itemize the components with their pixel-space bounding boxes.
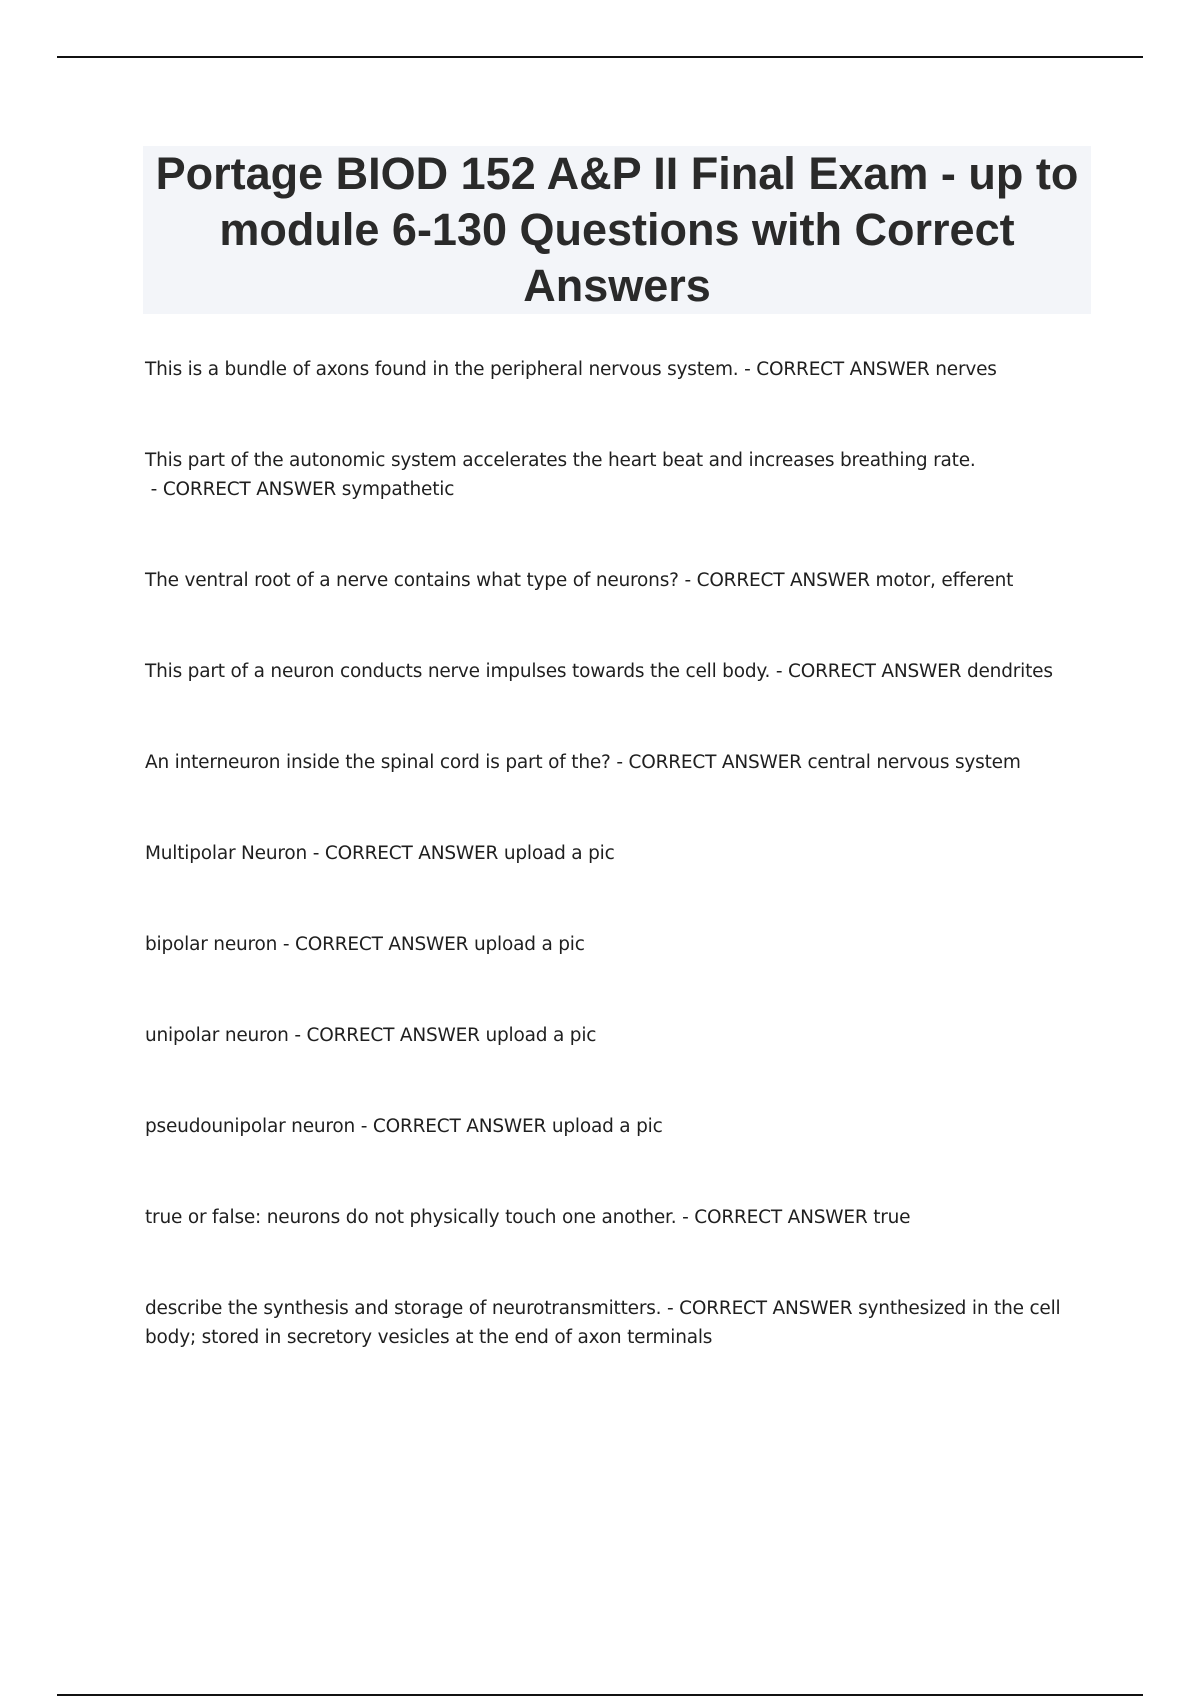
answer-text: upload a pic — [503, 843, 615, 864]
answer-text: motor, efferent — [875, 570, 1014, 591]
answer-separator: - CORRECT ANSWER — [738, 359, 936, 380]
bottom-rule — [57, 1694, 1143, 1696]
question-text: The ventral root of a nerve contains what type of neurons? — [145, 570, 679, 591]
qa-item — [145, 566, 1075, 595]
answer-separator: - CORRECT ANSWER — [277, 934, 474, 955]
qa-item — [145, 930, 1075, 959]
qa-item — [145, 748, 1075, 777]
answer-separator: - CORRECT ANSWER — [678, 570, 876, 591]
answer-text: dendrites — [966, 661, 1053, 682]
answer-separator: - CORRECT ANSWER — [661, 1298, 859, 1319]
answer-text: upload a pic — [473, 934, 585, 955]
question-text: pseudounipolar neuron — [145, 1116, 356, 1137]
question-text: true or false: neurons do not physically touch one another. — [145, 1207, 677, 1228]
top-rule — [57, 56, 1143, 58]
answer-text: synthesized in the cell body; stored in secretory vesicles at the end of axon terminals — [145, 1298, 1061, 1348]
answer-separator: - CORRECT ANSWER — [288, 1025, 486, 1046]
qa-item — [145, 1021, 1075, 1050]
qa-item — [145, 1203, 1075, 1232]
answer-separator: - CORRECT ANSWER — [770, 661, 967, 682]
question-text: unipolar neuron — [145, 1025, 289, 1046]
answer-text: true — [873, 1207, 911, 1228]
answer-text: central nervous system — [807, 752, 1021, 773]
title-banner — [143, 146, 1091, 314]
qa-item — [145, 355, 1075, 384]
qa-item — [145, 446, 1075, 504]
qa-item — [145, 1112, 1075, 1141]
qa-item — [145, 657, 1075, 686]
answer-separator: - CORRECT ANSWER — [610, 752, 808, 773]
question-text: Multipolar Neuron — [145, 843, 308, 864]
answer-separator: - CORRECT ANSWER — [355, 1116, 552, 1137]
answer-text: sympathetic — [341, 479, 455, 500]
question-text: This part of the autonomic system accelerates the heart beat and increases breathing rate. — [145, 450, 976, 471]
question-text: An interneuron inside the spinal cord is part of the? — [145, 752, 611, 773]
question-text: describe the synthesis and storage of neurotransmitters. — [145, 1298, 662, 1319]
qa-list — [145, 355, 1075, 1414]
question-text: bipolar neuron — [145, 934, 278, 955]
answer-text: nerves — [935, 359, 997, 380]
answer-text: upload a pic — [551, 1116, 663, 1137]
answer-separator: - CORRECT ANSWER — [676, 1207, 874, 1228]
qa-item — [145, 839, 1075, 868]
qa-item — [145, 1294, 1075, 1352]
answer-separator: - CORRECT ANSWER — [145, 479, 342, 500]
question-text: This is a bundle of axons found in the peripheral nervous system. — [145, 359, 739, 380]
answer-separator: - CORRECT ANSWER — [307, 843, 504, 864]
question-text: This part of a neuron conducts nerve impulses towards the cell body. — [145, 661, 771, 682]
answer-text: upload a pic — [485, 1025, 597, 1046]
document-title: Portage BIOD 152 A&P II Final Exam - up to module 6-130 Questions with Correct Answers — [155, 148, 1079, 311]
